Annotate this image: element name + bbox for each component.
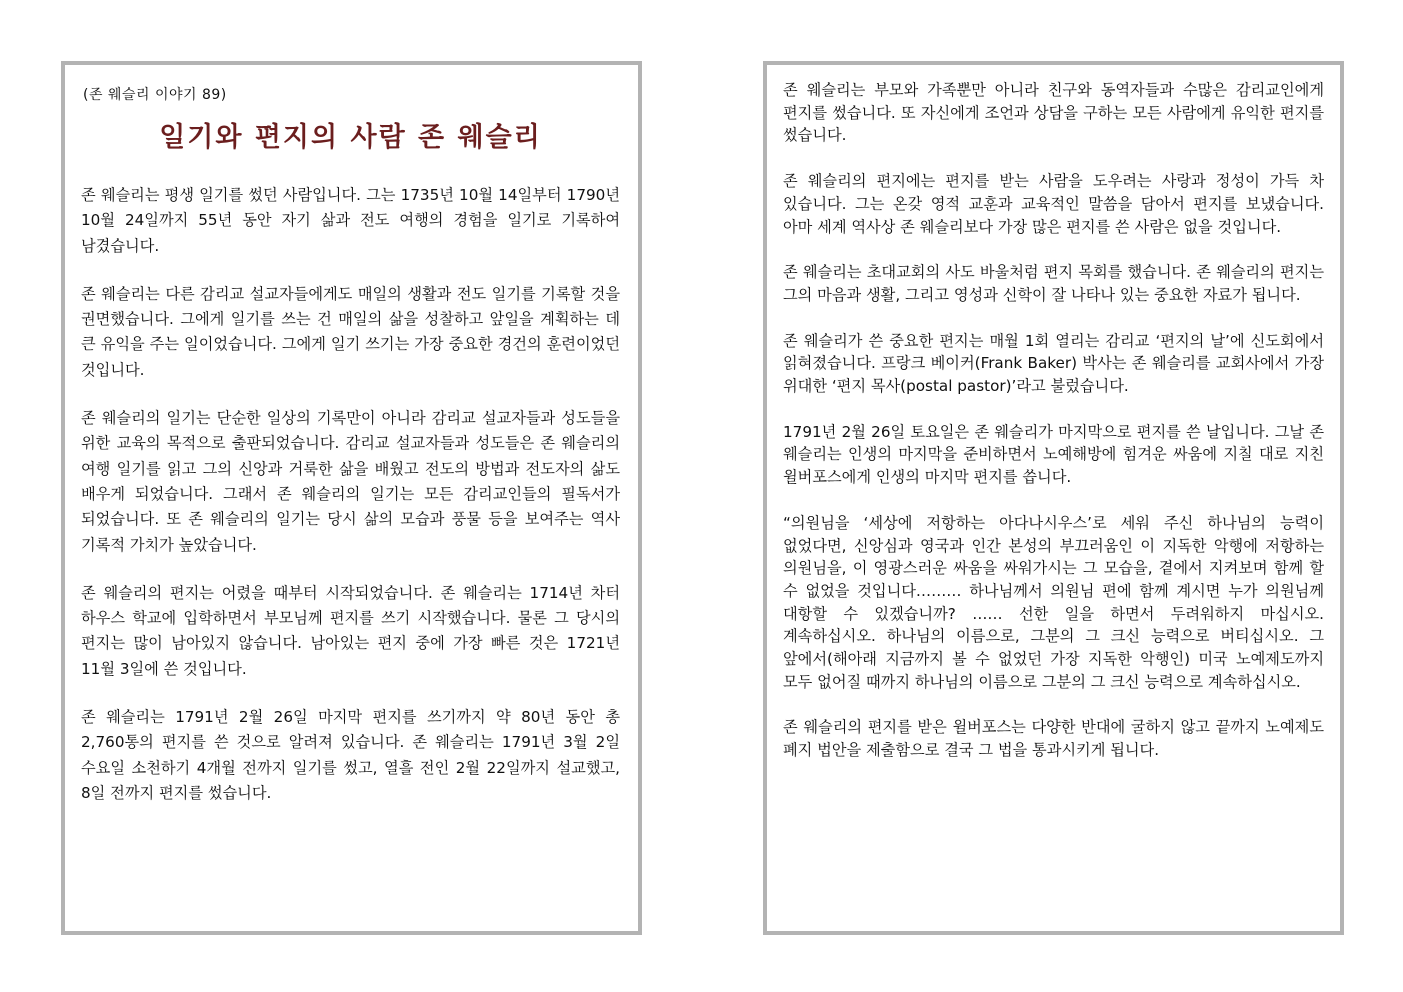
quote-paragraph: “의원님을 ‘세상에 저항하는 아다나시우스’로 세워 주신 하나님의 능력이 없었다면, 신앙심과 영국과 인간 본성의 부끄러움인 이 지독한 악행에 저항하는 의원님을, 이 영광스러운 싸움을 싸워가시는 그 모습을, 곁에서 지켜보며 함께 할 수 없었을 것입니다……… 하나님께서 의원님 편에 함께 계시면 누가 의원님께 대항할 수 있겠습니까? …… 선한 일을 하면서 두려워하지 마십시오. 계속하십시오. 하나님의 이름으로, 그분의 그 크신 능력으로 버티십시오. 그 앞에서(해아래 지금까지 볼 수 없었던 가장 지독한 악행인) 미국 노예제도까지 모두 없어질 때까지 하나님의 이름으로 그분의 그 크신 능력으로 계속하십시오. [783, 513, 1324, 691]
paragraph: 존 웨슬리의 편지를 받은 윌버포스는 다양한 반대에 굴하지 않고 끝까지 노예제도 폐지 법안을 제출함으로 결국 그 법을 통과시키게 됩니다. [783, 718, 1324, 760]
page-title: 일기와 편지의 사람 존 웨슬리 [159, 122, 542, 153]
paragraph: 존 웨슬리의 일기는 단순한 일상의 기록만이 아니라 감리교 설교자들과 성도들을 위한 교육의 목적으로 출판되었습니다. 감리교 설교자들과 성도들은 존 웨슬리의 여행 일기를 읽고 그의 신앙과 거룩한 삶을 배웠고 전도의 방법과 전도자의 삶도 배우게 되었습니다. 그래서 존 웨슬리의 일기는 모든 감리교인들의 필독서가 되었습니다. 또 존 웨슬리의 일기는 당시 삶의 모습과 풍물 등을 보여주는 역사 기록적 가치가 높았습니다. [81, 409, 620, 554]
paragraph: 존 웨슬리는 1791년 2월 26일 마지막 편지를 쓰기까지 약 80년 동안 총 2,760통의 편지를 쓴 것으로 알려져 있습니다. 존 웨슬리는 1791년 3월 2일 수요일 소천하기 4개월 전까지 일기를 썼고, 열흘 전인 2월 22일까지 설교했고, 8일 전까지 편지를 썼습니다. [81, 708, 620, 802]
paragraph: 존 웨슬리는 부모와 가족뿐만 아니라 친구와 동역자들과 수많은 감리교인에게 편지를 썼습니다. 또 자신에게 조언과 상담을 구하는 모든 사람에게 유익한 편지를 썼습니다. [783, 81, 1324, 145]
paragraph: 존 웨슬리는 초대교회의 사도 바울처럼 편지 목회를 했습니다. 존 웨슬리의 편지는 그의 마음과 생활, 그리고 영성과 신학이 잘 나타나 있는 중요한 자료가 됩니다. [783, 263, 1324, 304]
paragraph: 존 웨슬리는 평생 일기를 썼던 사람입니다. 그는 1735년 10월 14일부터 1790년 10월 24일까지 55년 동안 자기 삶과 전도 여행의 경험을 일기로 기록하여 남겼습니다. [81, 186, 620, 255]
paragraph: 존 웨슬리가 쓴 중요한 편지는 매월 1회 열리는 감리교 ‘편지의 날’에 신도회에서 읽혀졌습니다. 프랑크 베이커(Frank Baker) 박사는 존 웨슬리를 교회사에서 가장 위대한 ‘편지 목사(postal pastor)’라고 불렀습니다. [783, 331, 1324, 396]
right-page [763, 61, 1344, 935]
paragraph: 1791년 2월 26일 토요일은 존 웨슬리가 마지막으로 편지를 쓴 날입니다. 그날 존 웨슬리는 인생의 마지막을 준비하면서 노예해방에 힘겨운 싸움에 지칠 대로 지친 윌버포스에게 인생의 마지막 편지를 씁니다. [783, 422, 1324, 487]
paragraph: 존 웨슬리의 편지에는 편지를 받는 사람을 도우려는 사랑과 정성이 가득 차 있습니다. 그는 온갖 영적 교훈과 교육적인 말씀을 담아서 편지를 보냈습니다. 아마 세계 역사상 존 웨슬리보다 가장 많은 편지를 쓴 사람은 없을 것입니다. [783, 172, 1324, 236]
series-label: (존 웨슬리 이야기 89) [83, 87, 227, 103]
paragraph: 존 웨슬리의 편지는 어렸을 때부터 시작되었습니다. 존 웨슬리는 1714년 차터 하우스 학교에 입학하면서 부모님께 편지를 쓰기 시작했습니다. 물론 그 당시의 편지는 많이 남아있지 않습니다. 남아있는 편지 중에 가장 빠른 것은 1721년 11월 3일에 쓴 것입니다. [81, 583, 621, 678]
paragraph: 존 웨슬리는 다른 감리교 설교자들에게도 매일의 생활과 전도 일기를 기록할 것을 권면했습니다. 그에게 일기를 쓰는 건 매일의 삶을 성찰하고 앞일을 계획하는 데 큰 유익을 주는 일이었습니다. 그에게 일기 쓰기는 가장 중요한 경건의 훈련이었던 것입니다. [81, 284, 620, 379]
left-page [61, 61, 642, 935]
